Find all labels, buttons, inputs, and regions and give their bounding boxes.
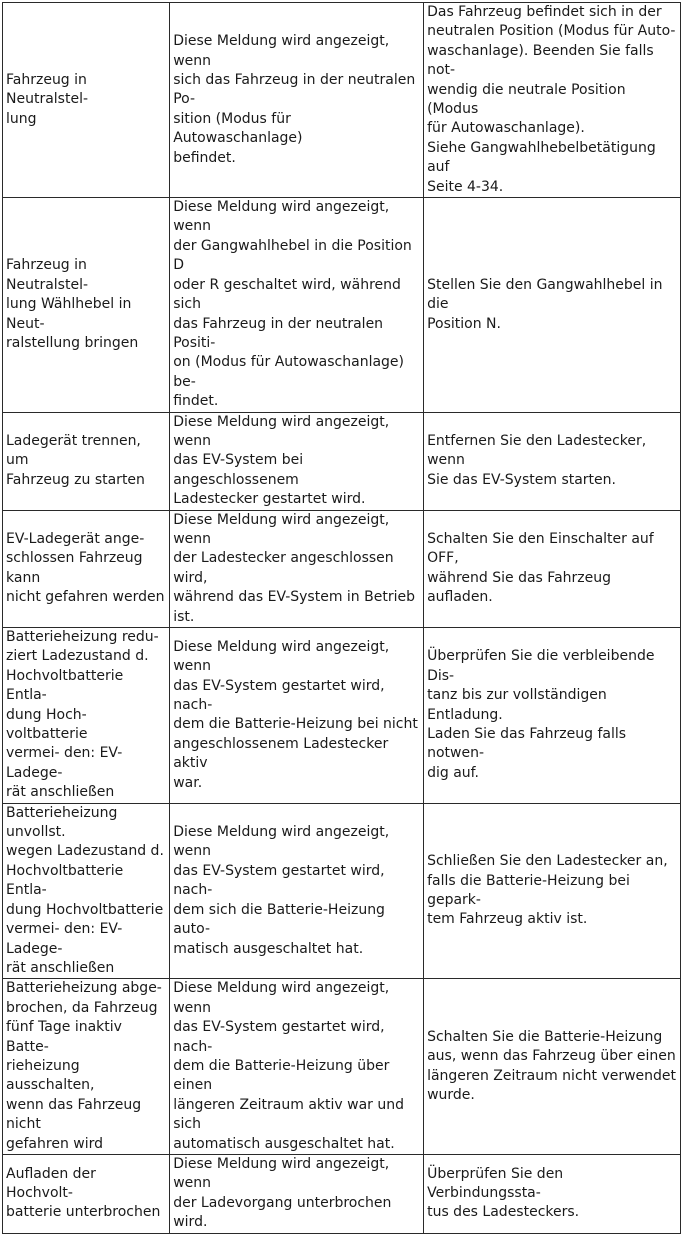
action-cell	[424, 979, 681, 1155]
table-row	[3, 979, 681, 1155]
action-text: Schließen Sie den Ladestecker an, falls die Batterie-Heizung bei gepark- tem Fahrzeug aktiv ist.	[427, 853, 668, 928]
message-text: Fahrzeug in Neutralstel- lung Wählhebel in Neut- ralstellung bringen	[6, 257, 139, 351]
action-cell	[424, 3, 681, 198]
message-text: Fahrzeug in Neutralstel- lung	[6, 71, 89, 127]
table-row	[3, 628, 681, 804]
message-cell	[3, 198, 170, 412]
message-text: Aufladen der Hochvolt- batterie unterbrochen	[6, 1165, 161, 1221]
cause-cell	[170, 803, 424, 979]
action-cell	[424, 412, 681, 510]
cause-cell	[170, 510, 424, 627]
cause-cell	[170, 3, 424, 198]
message-cell	[3, 412, 170, 510]
cause-text: Diese Meldung wird angezeigt, wenn das EV-System gestartet wird, nach- dem sich die Batterie-Heizung auto- matisch ausgeschaltet hat.	[173, 824, 390, 957]
message-text: Batterieheizung unvollst. wegen Ladezustand d. Hochvoltbatterie Entla- dung Hochvoltbatterie vermei- den: EV-Ladege- rät anschließen	[6, 804, 164, 976]
message-cell	[3, 979, 170, 1155]
message-text: EV-Ladegerät ange- schlossen Fahrzeug kann nicht gefahren werden	[6, 530, 165, 606]
action-text: Das Fahrzeug befindet sich in der neutralen Position (Modus für Auto- waschanlage). Beenden Sie falls not- wendig die neutrale Position (Modus für Autowaschanlage). Siehe Gangwahlhebelbetätigung auf Seite 4-34.	[427, 4, 676, 195]
table-row	[3, 1154, 681, 1233]
message-text: Batterieheizung redu- ziert Ladezustand d. Hochvoltbatterie Entla- dung Hoch- voltbatterie vermei- den: EV-Ladege- rät anschließen	[6, 629, 159, 801]
table-row	[3, 3, 681, 198]
table-row	[3, 510, 681, 627]
action-cell	[424, 1154, 681, 1233]
cause-text: Diese Meldung wird angezeigt, wenn der Ladevorgang unterbrochen wird.	[173, 1155, 392, 1231]
cause-text: Diese Meldung wird angezeigt, wenn das EV-System gestartet wird, nach- dem die Batterie-Heizung bei nicht angeschlossenem Ladestecker aktiv war.	[173, 638, 418, 791]
action-text: Stellen Sie den Gangwahlhebel in die Position N.	[427, 276, 663, 332]
message-cell	[3, 510, 170, 627]
table-body	[3, 3, 681, 1234]
message-cell	[3, 628, 170, 804]
cause-text: Diese Meldung wird angezeigt, wenn sich das Fahrzeug in der neutralen Po- sition (Modus für Autowaschanlage) befindet.	[173, 33, 416, 166]
action-text: Überprüfen Sie den Verbindungssta- tus des Ladesteckers.	[427, 1165, 580, 1221]
cause-text: Diese Meldung wird angezeigt, wenn das EV-System gestartet wird, nach- dem die Batterie-Heizung über einen längeren Zeitraum aktiv war und sich automatisch ausgeschaltet hat.	[173, 980, 404, 1152]
message-text: Batterieheizung abge- brochen, da Fahrzeug fünf Tage inaktiv Batte- rieheizung ausschalten, wenn das Fahrzeug nicht gefahren wird	[6, 980, 162, 1152]
message-cell	[3, 1154, 170, 1233]
table-row	[3, 803, 681, 979]
cause-cell	[170, 628, 424, 804]
action-cell	[424, 628, 681, 804]
table-row	[3, 198, 681, 412]
action-text: Schalten Sie die Batterie-Heizung aus, wenn das Fahrzeug über einen längeren Zeitraum nicht verwendet wurde.	[427, 1028, 677, 1104]
message-cell	[3, 803, 170, 979]
table-row	[3, 412, 681, 510]
cause-cell	[170, 412, 424, 510]
message-cell	[3, 3, 170, 198]
warning-message-table	[2, 2, 681, 1234]
message-text: Ladegerät trennen, um Fahrzeug zu starten	[6, 432, 145, 488]
cause-text: Diese Meldung wird angezeigt, wenn der Ladestecker angeschlossen wird, während das EV-System in Betrieb ist.	[173, 511, 415, 625]
cause-cell	[170, 979, 424, 1155]
cause-text: Diese Meldung wird angezeigt, wenn der Gangwahlhebel in die Position D oder R geschaltet wird, während sich das Fahrzeug in der neutralen Positi- on (Modus für Autowaschanlage) be- findet.	[173, 199, 412, 410]
cause-text: Diese Meldung wird angezeigt, wenn das EV-System bei angeschlossenem Ladestecker gestartet wird.	[173, 413, 390, 508]
action-text: Entfernen Sie den Ladestecker, wenn Sie das EV-System starten.	[427, 432, 647, 488]
action-cell	[424, 510, 681, 627]
action-cell	[424, 803, 681, 979]
cause-cell	[170, 1154, 424, 1233]
action-text: Schalten Sie den Einschalter auf OFF, während Sie das Fahrzeug aufladen.	[427, 530, 654, 606]
action-cell	[424, 198, 681, 412]
cause-cell	[170, 198, 424, 412]
action-text: Überprüfen Sie die verbleibende Dis- tanz bis zur vollständigen Entladung. Laden Sie das Fahrzeug falls notwen- dig auf.	[427, 648, 655, 781]
